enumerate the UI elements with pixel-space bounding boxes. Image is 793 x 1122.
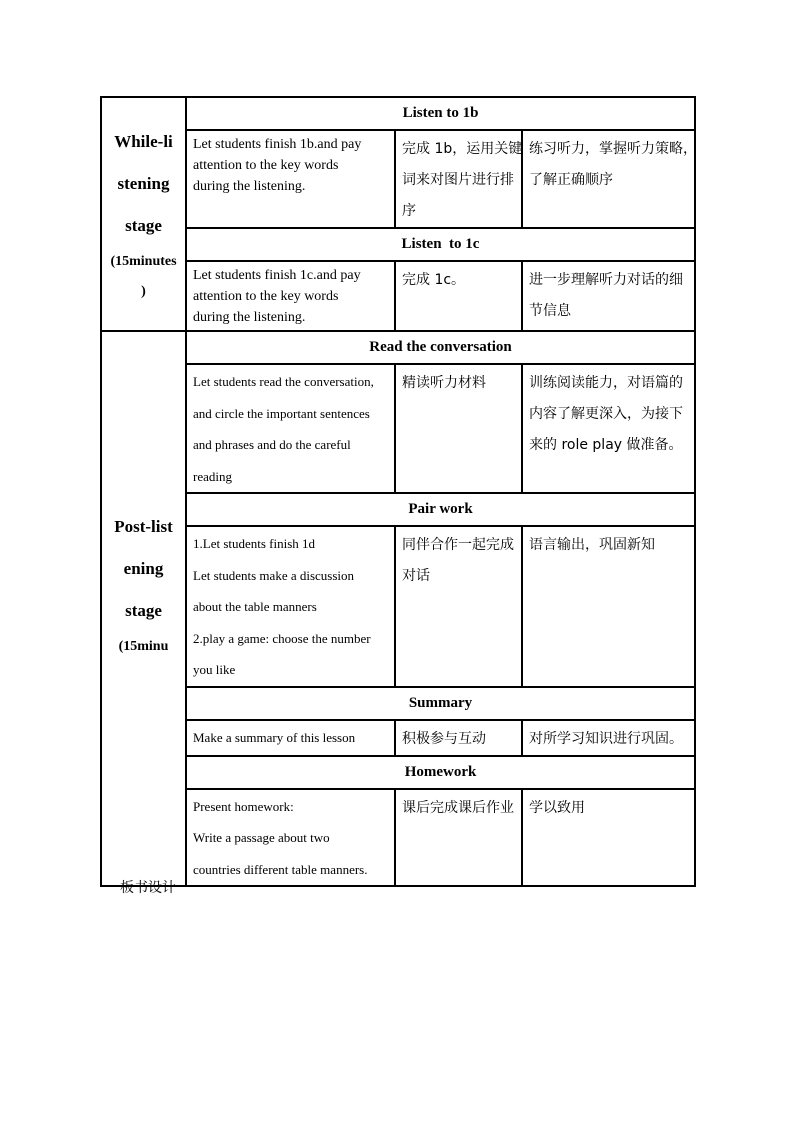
section-title: Pair work	[186, 493, 695, 526]
section-title: Read the conversation	[186, 331, 695, 364]
stage-post-listening	[101, 331, 186, 886]
student-activity: 完成 1c。	[395, 261, 522, 331]
stage-name: ening	[123, 559, 164, 578]
stage-time: )	[141, 284, 146, 299]
teacher-activity: Let students read the conversation, and circle the important sentences and phrases and do the careful reading	[186, 364, 395, 493]
section-title: Summary	[186, 687, 695, 720]
stage-time: (15minu	[118, 639, 169, 654]
student-activity: 课后完成课后作业	[395, 789, 522, 887]
teacher-activity: Let students finish 1c.and pay attention to the key words during the listening.	[186, 261, 395, 331]
section-title: Listen to 1b	[186, 97, 695, 130]
design-purpose: 对所学习知识进行巩固。	[522, 720, 695, 756]
design-purpose: 练习听力，掌握听力策略， 了解正确顺序	[522, 130, 695, 228]
stage-name: Post-list	[114, 517, 173, 536]
stage-time: (15minutes	[110, 254, 177, 269]
section-title: Listen to 1c	[186, 228, 695, 261]
design-purpose: 训练阅读能力，对语篇的 内容了解更深入，为接下 来的 role play 做准备。	[522, 364, 695, 493]
student-activity: 积极参与互动	[395, 720, 522, 756]
teacher-activity: Let students finish 1b.and pay attention to the key words during the listening.	[186, 130, 395, 228]
teacher-activity: Make a summary of this lesson	[186, 720, 395, 756]
teacher-activity: Present homework: Write a passage about two countries different table manners.	[186, 789, 395, 887]
student-activity: 同伴合作一起完成 对话	[395, 526, 522, 687]
blackboard-design-caption: 板书设计	[120, 880, 176, 896]
student-activity: 精读听力材料	[395, 364, 522, 493]
teacher-activity: 1.Let students finish 1d Let students make a discussion about the table manners 2.play a game: choose the number you like	[186, 526, 395, 687]
stage-name: stage	[125, 601, 162, 620]
lesson-plan-table	[100, 96, 696, 887]
student-activity: 完成 1b，运用关键 词来对图片进行排 序	[395, 130, 522, 228]
stage-while-listening	[101, 97, 186, 331]
design-purpose: 语言输出，巩固新知	[522, 526, 695, 687]
stage-name: stage	[125, 216, 162, 235]
stage-name: stening	[117, 174, 170, 193]
stage-name: While-li	[114, 132, 173, 151]
design-purpose: 学以致用	[522, 789, 695, 887]
design-purpose: 进一步理解听力对话的细 节信息	[522, 261, 695, 331]
section-title: Homework	[186, 756, 695, 789]
